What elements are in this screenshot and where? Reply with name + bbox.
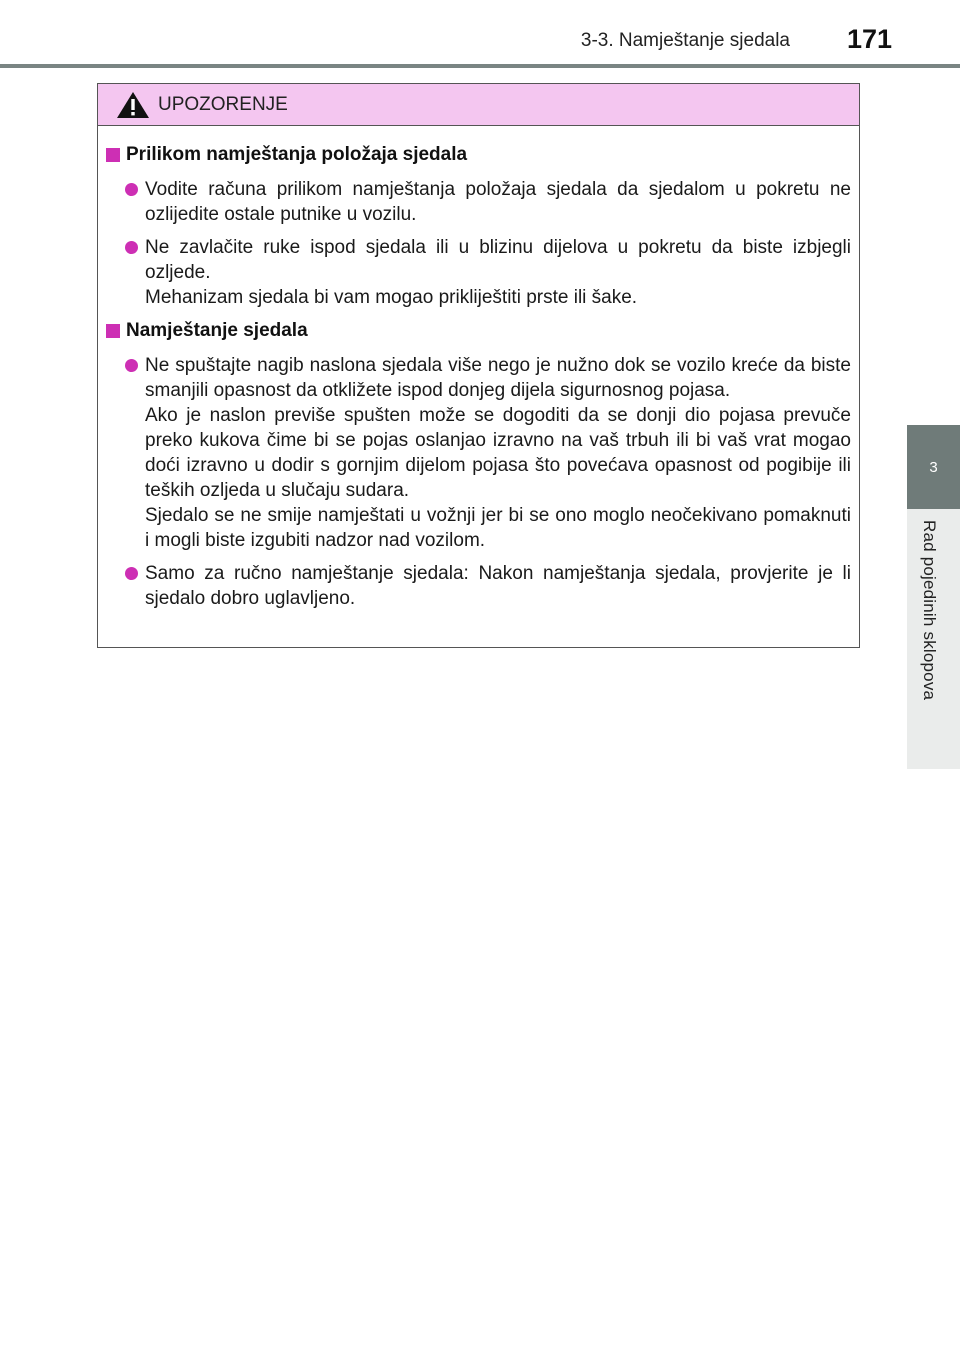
item-paragraph: Mehanizam sjedala bi vam mogao prikliještiti prste ili šake. (145, 287, 638, 308)
warning-triangle-icon (116, 91, 150, 119)
section-title: 3-3. Namještanje sjedala (580, 30, 790, 51)
list-item (106, 177, 851, 227)
chapter-number: 3 (929, 458, 938, 476)
warning-body (98, 126, 859, 611)
warning-label: UPOZORENJE (158, 93, 288, 115)
list-item (106, 235, 851, 310)
item-paragraph: Ne spuštajte nagib naslona sjedala više nego je nužno dok se vozilo kreće da biste smanjili opasnost da otkližete ispod donjeg dijela sigurnosnog pojasa. (145, 355, 851, 401)
square-bullet-icon (106, 148, 120, 162)
chapter-label: Rad pojedinih sklopova (920, 520, 939, 701)
item-paragraph: Samo za ručno namještanje sjedala: Nakon namještanja sjedala, provjerite je li sjedalo dobro uglavljeno. (145, 563, 851, 609)
round-bullet-icon (125, 183, 138, 196)
round-bullet-icon (125, 359, 138, 372)
list-item (106, 353, 851, 553)
square-bullet-icon (106, 324, 120, 338)
list-item (106, 561, 851, 611)
item-paragraph: Ne zavlačite ruke ispod sjedala ili u blizinu dijelova u pokretu da biste izbjegli ozljede. (145, 237, 851, 283)
warning-box (97, 83, 860, 648)
section-heading (106, 142, 851, 167)
item-paragraph: Sjedalo se ne smije namještati u vožnji jer bi se ono moglo neočekivano pomaknuti i mogli biste izgubiti nadzor nad vozilom. (145, 505, 851, 551)
header-rule (0, 64, 960, 68)
warning-header (98, 84, 859, 126)
round-bullet-icon (125, 241, 138, 254)
section-heading-text: Namještanje sjedala (126, 320, 308, 341)
item-paragraph: Vodite računa prilikom namještanja položaja sjedala da sjedalom u pokretu ne ozlijedite ostale putnike u vozilu. (145, 179, 851, 225)
section-heading-text: Prilikom namještanja položaja sjedala (126, 144, 468, 165)
round-bullet-icon (125, 567, 138, 580)
chapter-tab (907, 425, 960, 509)
section-heading (106, 318, 851, 343)
item-paragraph: Ako je naslon previše spušten može se dogoditi da se donji dio pojasa prevuče preko kukova čime bi se pojas oslanjao izravno na vaš trbuh ili bi vaš vrat mogao doći izravno u dodir s gornjim dijelom pojasa što povećava opasnost od pogibije ili teških ozljeda u slučaju sudara. (145, 405, 851, 501)
page-number: 171 (846, 24, 892, 54)
